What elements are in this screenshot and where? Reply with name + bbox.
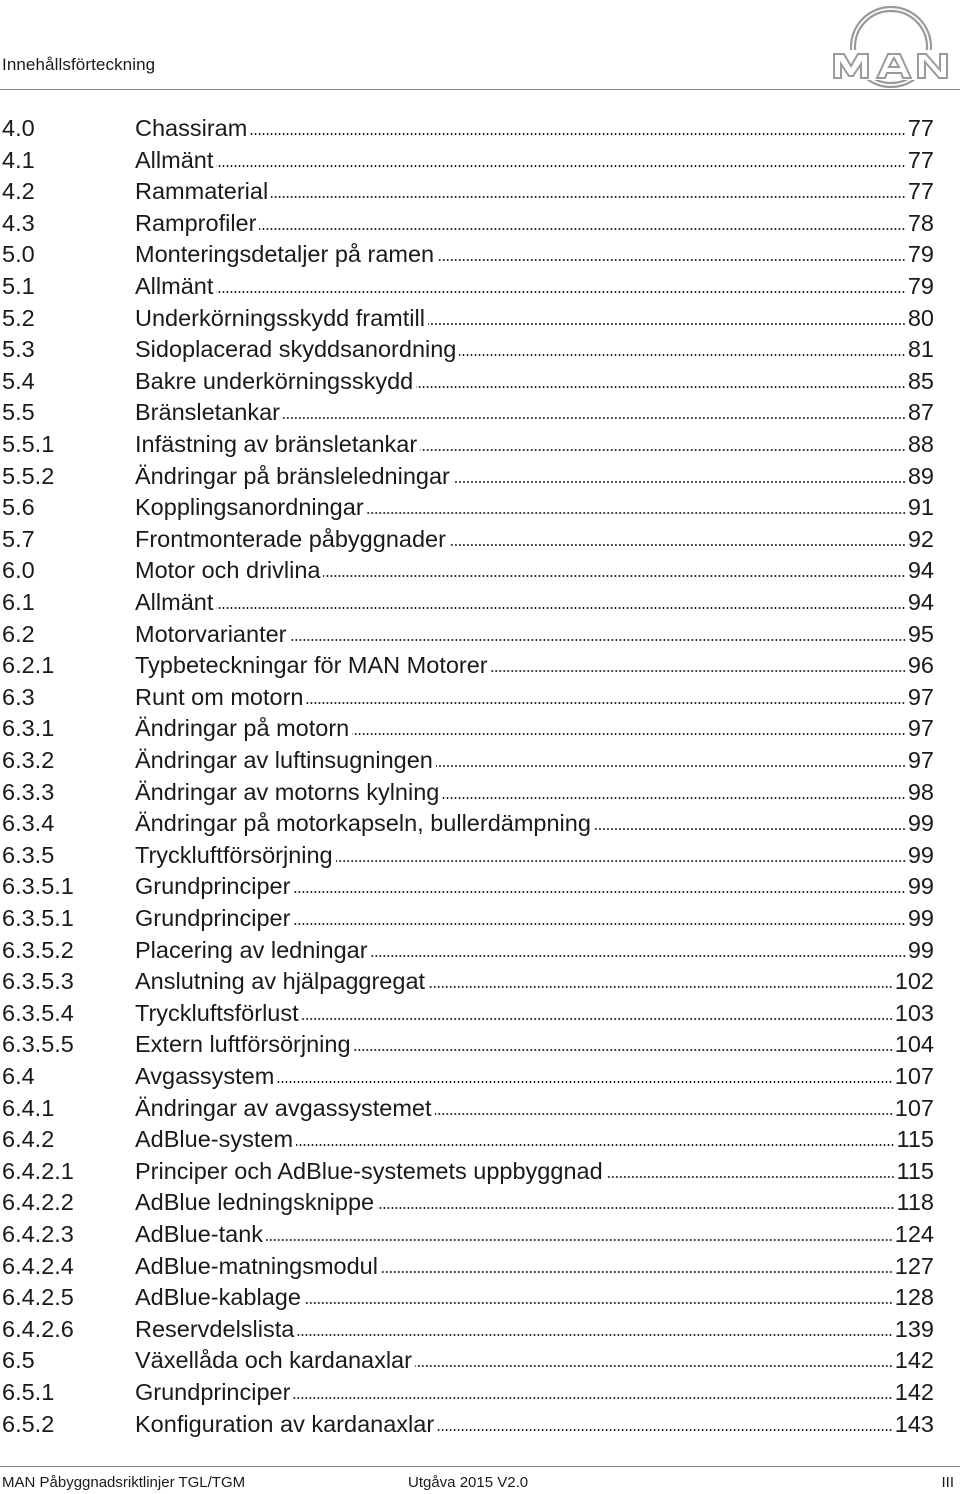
toc-entry-page: 99 — [907, 873, 934, 900]
footer-edition: Utgåva 2015 V2.0 — [408, 1474, 529, 1491]
toc-entry-number: 4.3 — [2, 209, 35, 236]
toc-entry-line — [135, 144, 934, 176]
toc-entry-number: 6.2.1 — [2, 652, 55, 679]
toc-entry[interactable] — [0, 1218, 960, 1250]
toc-entry-number: 5.4 — [2, 367, 35, 394]
toc-entry-title: Extern luftförsörjning — [135, 1031, 351, 1058]
toc-entry-number: 6.3.5.1 — [2, 873, 74, 900]
toc-entry-title: Tryckluftförsörjning — [135, 841, 333, 868]
toc-entry-line — [135, 238, 934, 270]
toc-entry-page: 139 — [894, 1315, 934, 1342]
toc-entry-title: Runt om motorn — [135, 683, 304, 710]
toc-entry-line — [135, 365, 934, 397]
toc-entry-line — [135, 396, 934, 428]
toc-entry[interactable] — [0, 934, 960, 966]
toc-dot-leader — [606, 1176, 895, 1178]
toc-entry-number: 5.5.2 — [2, 462, 55, 489]
footer-divider — [0, 1466, 960, 1467]
toc-entry-line — [135, 460, 934, 492]
toc-entry-line — [135, 175, 934, 207]
toc-entry-title: Växellåda och kardanaxlar — [135, 1347, 412, 1374]
toc-entry-number: 6.3.5.4 — [2, 999, 74, 1026]
toc-entry-number: 5.3 — [2, 336, 35, 363]
toc-entry-page: 102 — [894, 968, 934, 995]
toc-entry[interactable] — [0, 807, 960, 839]
toc-entry-line — [135, 554, 934, 586]
toc-entry-line — [135, 744, 934, 776]
toc-dot-leader — [367, 512, 906, 514]
toc-entry[interactable] — [0, 586, 960, 618]
toc-entry-number: 5.7 — [2, 525, 35, 552]
toc-entry[interactable] — [0, 1376, 960, 1408]
toc-entry-number: 6.4.2.3 — [2, 1221, 74, 1247]
toc-entry[interactable] — [0, 1186, 960, 1218]
toc-dot-leader — [259, 228, 905, 230]
toc-entry-line — [135, 302, 934, 334]
toc-entry-number: 6.4.2.5 — [2, 1284, 74, 1311]
toc-entry[interactable] — [0, 302, 960, 334]
toc-entry[interactable] — [0, 1408, 960, 1440]
toc-entry-page: 99 — [907, 905, 934, 931]
toc-dot-leader — [304, 1302, 893, 1304]
toc-dot-leader — [290, 639, 906, 641]
toc-entry[interactable] — [0, 839, 960, 871]
toc-entry[interactable] — [0, 491, 960, 523]
toc-entry-page: 79 — [907, 241, 934, 268]
toc-entry[interactable] — [0, 776, 960, 808]
toc-dot-leader — [416, 386, 906, 388]
toc-entry-title: Avgassystem — [135, 1063, 275, 1089]
toc-dot-leader — [250, 133, 906, 135]
toc-entry-number: 5.0 — [2, 241, 35, 268]
toc-entry[interactable] — [0, 744, 960, 776]
toc-entry-title: AdBlue ledningsknippe — [135, 1189, 375, 1216]
toc-entry-line — [135, 207, 934, 239]
toc-entry-number: 4.0 — [2, 115, 35, 141]
toc-entry-title: Frontmonterade påbyggnader — [135, 525, 446, 552]
toc-entry-number: 6.4.2.4 — [2, 1252, 74, 1279]
footer-document-title: MAN Påbyggnadsriktlinjer TGL/TGM — [2, 1474, 246, 1491]
toc-entry-title: AdBlue-matningsmodul — [135, 1252, 378, 1279]
toc-entry-number: 6.4.2 — [2, 1126, 55, 1153]
man-logo — [822, 0, 960, 88]
toc-entry-title: Infästning av bränsletankar — [135, 431, 418, 457]
toc-entry[interactable] — [0, 1344, 960, 1376]
toc-dot-leader — [336, 860, 906, 862]
toc-entry-number: 6.3.1 — [2, 715, 55, 742]
toc-entry-title: Chassiram — [135, 115, 248, 141]
toc-entry-line — [135, 1376, 934, 1408]
toc-entry-line — [135, 712, 934, 744]
toc-entry-number: 6.3 — [2, 683, 35, 710]
toc-entry-page: 99 — [907, 841, 934, 868]
toc-entry[interactable] — [0, 396, 960, 428]
toc-entry[interactable] — [0, 618, 960, 650]
toc-entry-line — [135, 1092, 934, 1124]
toc-dot-leader — [453, 481, 906, 483]
toc-entry[interactable] — [0, 1060, 960, 1092]
toc-entry-number: 6.4.2.2 — [2, 1189, 74, 1216]
toc-entry-line — [135, 523, 934, 555]
toc-entry-number: 6.3.3 — [2, 778, 55, 805]
toc-entry-number: 5.5 — [2, 399, 35, 426]
toc-entry[interactable] — [0, 1313, 960, 1345]
toc-dot-leader — [352, 733, 906, 735]
toc-entry-page: 79 — [907, 273, 934, 299]
toc-dot-leader — [428, 323, 906, 325]
toc-entry[interactable] — [0, 554, 960, 586]
toc-entry-page: 115 — [896, 1126, 934, 1153]
toc-entry-page: 97 — [907, 683, 934, 710]
toc-entry-title: AdBlue-kablage — [135, 1284, 301, 1311]
toc-entry-title: Allmänt — [135, 589, 214, 615]
toc-entry[interactable] — [0, 333, 960, 365]
toc-entry-page: 81 — [907, 336, 934, 363]
toc-entry[interactable] — [0, 144, 960, 176]
footer-page-number: III — [941, 1474, 954, 1491]
toc-entry-page: 107 — [894, 1063, 934, 1089]
toc-entry[interactable] — [0, 365, 960, 397]
toc-entry-title: Ändringar av motorns kylning — [135, 778, 440, 805]
toc-entry-title: Ramprofiler — [135, 209, 257, 236]
toc-entry-line — [135, 807, 934, 839]
toc-entry-page: 78 — [907, 209, 934, 236]
toc-entry-page: 89 — [907, 462, 934, 489]
header-divider — [0, 89, 960, 90]
toc-dot-leader — [442, 797, 906, 799]
toc-dot-leader — [371, 955, 906, 957]
toc-dot-leader — [216, 291, 905, 293]
toc-dot-leader — [323, 575, 905, 577]
toc-entry-line — [135, 428, 934, 460]
toc-entry-page: 80 — [907, 304, 934, 331]
toc-entry-number: 5.6 — [2, 494, 35, 521]
toc-entry-number: 6.5.2 — [2, 1410, 55, 1437]
toc-entry[interactable] — [0, 428, 960, 460]
toc-entry-number: 6.3.5 — [2, 841, 55, 868]
toc-entry-line — [135, 934, 934, 966]
toc-dot-leader — [293, 1397, 892, 1399]
toc-dot-leader — [216, 165, 905, 167]
toc-entry-line — [135, 1218, 934, 1250]
toc-entry-line — [135, 112, 934, 144]
toc-entry-line — [135, 649, 934, 681]
toc-entry-page: 77 — [907, 146, 934, 173]
toc-entry-line — [135, 1155, 934, 1187]
toc-entry-title: Motorvarianter — [135, 620, 287, 647]
toc-entry-number: 6.3.5.1 — [2, 905, 74, 931]
toc-entry-line — [135, 1028, 934, 1060]
toc-dot-leader — [296, 1144, 895, 1146]
toc-entry-page: 77 — [907, 115, 934, 141]
toc-dot-leader — [354, 1049, 893, 1051]
toc-entry-page: 99 — [907, 936, 934, 963]
toc-entry-title: Ändringar på motorkapseln, bullerdämpning — [135, 810, 591, 837]
toc-entry-number: 6.1 — [2, 589, 35, 615]
toc-entry-number: 6.3.4 — [2, 810, 55, 837]
toc-entry-line — [135, 870, 934, 902]
toc-entry-page: 94 — [907, 589, 934, 615]
toc-entry[interactable] — [0, 460, 960, 492]
toc-entry-title: AdBlue-tank — [135, 1221, 264, 1247]
page-header-title: Innehållsförteckning — [2, 55, 156, 74]
toc-entry-page: 97 — [907, 715, 934, 742]
toc-entry[interactable] — [0, 238, 960, 270]
toc-entry-title: Tryckluftsförlust — [135, 999, 299, 1026]
toc-entry-title: Rammaterial — [135, 178, 269, 205]
toc-entry-title: Ändringar på bränsleledningar — [135, 462, 450, 489]
toc-dot-leader — [216, 607, 905, 609]
toc-entry[interactable] — [0, 1155, 960, 1187]
toc-entry-line — [135, 1186, 934, 1218]
toc-entry-line — [135, 586, 934, 618]
toc-entry-title: Bakre underkörningsskydd — [135, 367, 414, 394]
toc-entry-line — [135, 1313, 934, 1345]
toc-entry-line — [135, 997, 934, 1029]
toc-entry-title: Ändringar av avgassystemet — [135, 1094, 432, 1121]
toc-entry-title: Anslutning av hjälpaggregat — [135, 968, 426, 995]
toc-dot-leader — [449, 544, 906, 546]
toc-entry-title: Placering av ledningar — [135, 936, 368, 963]
toc-entry-number: 6.4.1 — [2, 1094, 55, 1121]
toc-entry-title: AdBlue-system — [135, 1126, 294, 1153]
toc-dot-leader — [491, 670, 906, 672]
toc-entry-page: 98 — [907, 778, 934, 805]
toc-entry-title: Sidoplacerad skyddsanordning — [135, 336, 457, 363]
toc-entry-number: 6.2 — [2, 620, 35, 647]
toc-entry-page: 95 — [907, 620, 934, 647]
toc-dot-leader — [436, 765, 906, 767]
toc-entry-title: Typbeteckningar för MAN Motorer — [135, 652, 488, 679]
toc-entry[interactable] — [0, 1123, 960, 1155]
toc-dot-leader — [420, 449, 906, 451]
toc-dot-leader — [277, 1081, 892, 1083]
toc-entry[interactable] — [0, 1092, 960, 1124]
toc-entry-title: Underkörningsskydd framtill — [135, 304, 425, 331]
toc-entry-line — [135, 902, 934, 934]
toc-entry-number: 6.3.2 — [2, 747, 55, 773]
toc-entry-number: 5.2 — [2, 304, 35, 331]
toc-entry-line — [135, 965, 934, 997]
toc-entry[interactable] — [0, 997, 960, 1029]
toc-entry[interactable] — [0, 649, 960, 681]
toc-entry-title: Grundprinciper — [135, 905, 291, 931]
toc-entry-number: 4.2 — [2, 178, 35, 205]
toc-dot-leader — [435, 1113, 893, 1115]
toc-entry-page: 124 — [894, 1221, 934, 1247]
toc-entry-page: 118 — [896, 1189, 934, 1216]
toc-entry-page: 142 — [894, 1379, 934, 1405]
toc-dot-leader — [459, 354, 905, 356]
toc-entry-line — [135, 491, 934, 523]
toc-entry-page: 99 — [907, 810, 934, 837]
toc-entry-title: Motor och drivlina — [135, 557, 321, 584]
toc-entry-title: Grundprinciper — [135, 873, 291, 900]
toc-entry-title: Monteringsdetaljer på ramen — [135, 241, 435, 268]
toc-dot-leader — [271, 196, 906, 198]
toc-entry-page: 115 — [896, 1157, 934, 1184]
toc-entry-line — [135, 1281, 934, 1313]
toc-entry-title: Reservdelslista — [135, 1315, 295, 1342]
toc-entry-page: 96 — [907, 652, 934, 679]
toc-entry-title: Ändringar av luftinsugningen — [135, 747, 433, 773]
toc-entry[interactable] — [0, 1250, 960, 1282]
toc-entry-page: 143 — [894, 1410, 934, 1437]
toc-entry-page: 91 — [907, 494, 934, 521]
toc-entry-number: 5.5.1 — [2, 431, 55, 457]
toc-dot-leader — [283, 417, 906, 419]
toc-entry[interactable] — [0, 902, 960, 934]
toc-dot-leader — [437, 1429, 893, 1431]
toc-entry-line — [135, 1123, 934, 1155]
toc-entry-number: 6.3.5.2 — [2, 936, 74, 963]
toc-entry-page: 104 — [894, 1031, 934, 1058]
toc-entry-number: 6.0 — [2, 557, 35, 584]
toc-entry-line — [135, 1060, 934, 1092]
toc-entry-line — [135, 839, 934, 871]
toc-entry-title: Allmänt — [135, 273, 214, 299]
toc-entry-title: Bränsletankar — [135, 399, 280, 426]
toc-entry[interactable] — [0, 207, 960, 239]
toc-dot-leader — [293, 891, 905, 893]
toc-entry-page: 127 — [894, 1252, 934, 1279]
toc-entry-number: 6.5.1 — [2, 1379, 55, 1405]
toc-entry[interactable] — [0, 870, 960, 902]
toc-entry[interactable] — [0, 1281, 960, 1313]
toc-entry-line — [135, 776, 934, 808]
toc-dot-leader — [293, 923, 905, 925]
toc-entry-page: 97 — [907, 747, 934, 773]
toc-entry[interactable] — [0, 1028, 960, 1060]
toc-entry-line — [135, 270, 934, 302]
toc-dot-leader — [266, 1239, 893, 1241]
toc-dot-leader — [302, 1018, 893, 1020]
toc-entry-number: 6.5 — [2, 1347, 35, 1374]
toc-entry-page: 85 — [907, 367, 934, 394]
toc-dot-leader — [428, 986, 893, 988]
toc-entry-number: 6.4.2.6 — [2, 1315, 74, 1342]
toc-entry-line — [135, 618, 934, 650]
toc-dot-leader — [306, 702, 905, 704]
toc-entry-number: 6.3.5.5 — [2, 1031, 74, 1058]
toc-entry-number: 6.4 — [2, 1063, 35, 1089]
toc-entry-title: Kopplingsanordningar — [135, 494, 364, 521]
toc-entry-line — [135, 1408, 934, 1440]
toc-entry[interactable] — [0, 523, 960, 555]
toc-dot-leader — [437, 259, 906, 261]
toc-entry-title: Konfiguration av kardanaxlar — [135, 1410, 435, 1437]
toc-entry-line — [135, 1250, 934, 1282]
toc-entry-number: 6.3.5.3 — [2, 968, 74, 995]
toc-entry-number: 6.4.2.1 — [2, 1157, 74, 1184]
toc-entry[interactable] — [0, 175, 960, 207]
toc-entry-line — [135, 333, 934, 365]
toc-entry-page: 92 — [907, 525, 934, 552]
toc-entry-line — [135, 681, 934, 713]
toc-entry[interactable] — [0, 681, 960, 713]
toc-dot-leader — [594, 828, 906, 830]
toc-entry-title: Principer och AdBlue-systemets uppbyggnad — [135, 1157, 603, 1184]
toc-dot-leader — [381, 1271, 893, 1273]
toc-entry[interactable] — [0, 965, 960, 997]
toc-entry-title: Grundprinciper — [135, 1379, 291, 1405]
toc-dot-leader — [415, 1365, 893, 1367]
toc-dot-leader — [377, 1207, 894, 1209]
toc-dot-leader — [297, 1334, 892, 1336]
toc-entry-page: 87 — [907, 399, 934, 426]
toc-entry-number: 5.1 — [2, 273, 35, 299]
toc-entry-page: 142 — [894, 1347, 934, 1374]
toc-entry[interactable] — [0, 270, 960, 302]
toc-entry-page: 128 — [894, 1284, 934, 1311]
toc-entry-page: 77 — [907, 178, 934, 205]
toc-entry-title: Allmänt — [135, 146, 214, 173]
toc-entry-page: 107 — [894, 1094, 934, 1121]
toc-entry[interactable] — [0, 112, 960, 144]
toc-entry-line — [135, 1344, 934, 1376]
toc-entry-number: 4.1 — [2, 146, 35, 173]
toc-entry-title: Ändringar på motorn — [135, 715, 350, 742]
toc-entry-page: 103 — [894, 999, 934, 1026]
toc-entry[interactable] — [0, 712, 960, 744]
toc-entry-page: 88 — [907, 431, 934, 457]
toc-entry-page: 94 — [907, 557, 934, 584]
